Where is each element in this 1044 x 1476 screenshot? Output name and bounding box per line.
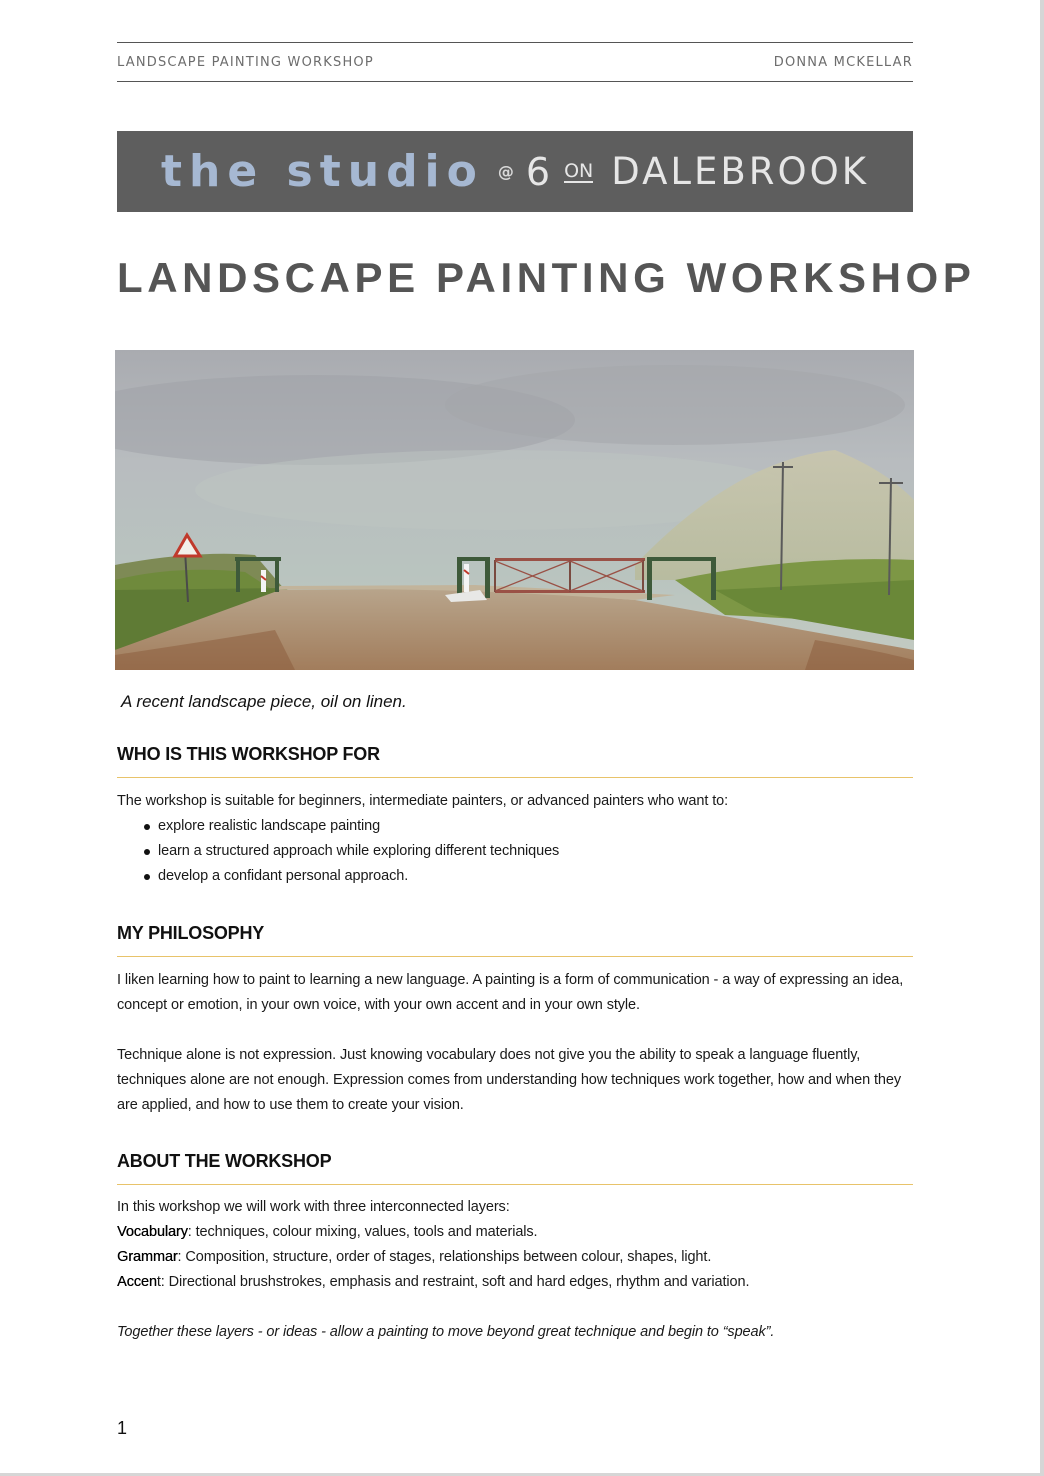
list-item: learn a structured approach while exploring different techniques — [117, 839, 913, 864]
list-item: explore realistic landscape painting — [117, 814, 913, 839]
accent-description: : Directional brushstrokes, emphasis and restraint, soft and hard edges, rhythm and variation. — [160, 1274, 750, 1290]
section-heading-philosophy: MY PHILOSOPHY — [117, 923, 913, 957]
vocabulary-description: : techniques, colour mixing, values, tools and materials. — [187, 1224, 538, 1240]
section-heading-about: ABOUT THE WORKSHOP — [117, 1151, 913, 1185]
grammar-term: Grammar — [117, 1249, 178, 1265]
who-intro: The workshop is suitable for beginners, intermediate painters, or advanced painters who want to: — [117, 793, 729, 809]
landscape-painting-image — [115, 350, 914, 670]
about-intro: In this workshop we will work with three interconnected layers: — [117, 1199, 510, 1215]
logo-studio-text: the studio — [161, 146, 484, 197]
logo-six: 6 — [525, 149, 551, 194]
running-header — [117, 42, 913, 82]
philosophy-paragraph-1: I liken learning how to paint to learning a new language. A painting is a form of communication - a way of expressing an idea, concept or emotion, in your own voice, with your own accent and in your own style. — [117, 972, 904, 1013]
studio-logo-banner — [117, 131, 913, 212]
section-body-philosophy — [117, 968, 913, 1118]
who-bullet-list — [117, 814, 913, 889]
grammar-description: : Composition, structure, order of stages, relationships between colour, shapes, light. — [177, 1249, 712, 1265]
image-caption: A recent landscape piece, oil on linen. — [121, 692, 407, 711]
accent-term-tail: t — [156, 1274, 161, 1290]
about-closing-line: Together these layers - or ideas - allow a painting to move beyond great technique and begin to “speak”. — [117, 1324, 775, 1340]
list-item: develop a confidant personal approach. — [117, 864, 913, 889]
page-number: 1 — [117, 1418, 128, 1438]
section-heading-who: WHO IS THIS WORKSHOP FOR — [117, 744, 913, 778]
page-edge — [1040, 0, 1044, 1476]
header-author: DONNA MCKELLAR — [773, 55, 913, 70]
about-vocabulary-line — [117, 1220, 913, 1245]
about-grammar-line — [117, 1245, 913, 1270]
about-accent-line — [117, 1270, 913, 1295]
logo-on: ON — [564, 159, 594, 182]
header-left-title: LANDSCAPE PAINTING WORKSHOP — [117, 55, 374, 70]
logo-dalebrook: DALEBROOK — [611, 150, 869, 193]
section-body-about — [117, 1195, 913, 1345]
vocabulary-term: Vocabulary — [117, 1224, 188, 1240]
logo-at-symbol: @ — [497, 162, 514, 181]
section-body-who — [117, 789, 913, 889]
page-title: LANDSCAPE PAINTING WORKSHOP — [117, 254, 976, 301]
philosophy-paragraph-2: Technique alone is not expression. Just knowing vocabulary does not give you the ability to speak a language fluently, techniques alone are not enough. Expression comes from understanding how techniques work together, how and when they are applied, and how to use them to create your vision. — [117, 1047, 901, 1113]
accent-term: Accen — [117, 1274, 157, 1290]
